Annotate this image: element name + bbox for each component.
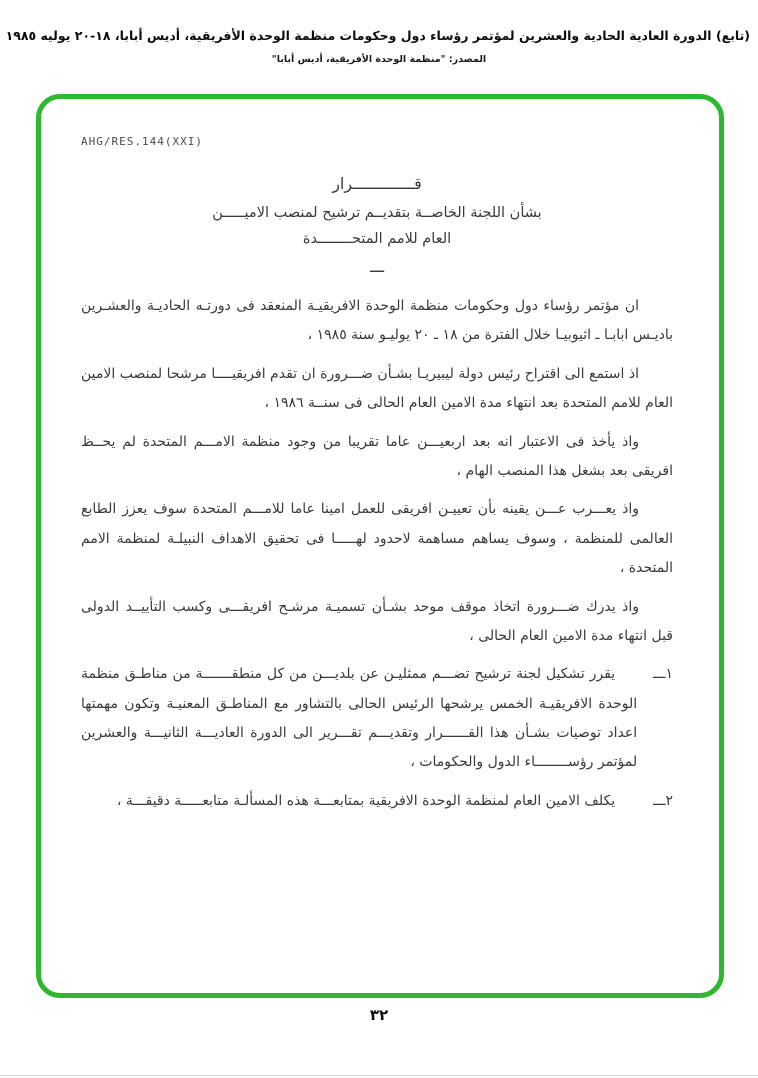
item-number: ٢ـــ (653, 792, 673, 809)
operative-item-1 (81, 660, 673, 778)
resolution-subtitle-line1: بشأن اللجنة الخاصــة بتقديــم ترشيح لمنصب الاميـــــن (212, 205, 542, 221)
resolution-title: قـــــــــــــرار (332, 174, 422, 193)
item-text: يقرر تشكيل لجنة ترشيح تضـــم ممثليـن عن بلديـــن من كل منطقـــــــة من مناطـق منظمة الوحدة الافريقيـة الخمس يرشحها الرئيس الحالى بالتشاور مع المناطـق المعنيـة وتكون مهمتها اعداد توصيات بشـأن هذا القــــــرار وتقديـــم تقـــرير الى الدورة العاديـــة الثانيـــة والعشرين لمؤتمر رؤســــــــاء الدول والحكومات ، (81, 666, 638, 771)
header-line: (تابع) الدورة العادية الحادية والعشرين لمؤتمر رؤساء دول وحكومات منظمة الوحدة الأفريقية، أديس أبابا، ١٨-٢٠ يوليه ١٩٨٥ (5, 28, 750, 43)
resolution-subtitle-line2: العام للامم المتحــــــــدة (302, 231, 452, 247)
preamble-paragraph-5: واذ يدرك ضـــرورة اتخاذ موقف موحد بشـأن تسميـة مرشـح افريقـــى وكسب التأييــد الدولى قبل انتهاء مدة الامين العام الحالى ، (81, 598, 673, 644)
item-text: يكلف الامين العام لمنظمة الوحدة الافريقية بمتابعـــة هذه المسألـة متابعـــــة دقيقـــة ، (116, 792, 616, 809)
preamble-paragraph-1: ان مؤتمر رؤساء دول وحكومات منظمة الوحدة الافريقيـة المنعقد فى دورتـه الحاديـة والعشـرين باديـس ابابـا ـ اثيوبيـا خلال الفترة من ١٨ ـ ٢٠ يوليـو سنة ١٩٨٥ ، (81, 298, 673, 344)
operative-item-2 (81, 787, 673, 816)
scan-edge-line (0, 1075, 758, 1076)
source-line: المصدر: "منظمة الوحدة الأفريقية، أديس أبابا" (271, 54, 487, 65)
page-number: ٣٢ (369, 1006, 389, 1024)
title-divider: ـــ (369, 257, 385, 276)
preamble-paragraph-3: واذ يأخذ فى الاعتبار انه بعد اربعيـــن عاما تقريبا من وجود منظمة الامـــم المتحدة لم يحــظ افريقى بعد بشغل هذا المنصب الهام ، (81, 433, 673, 479)
document-reference: AHG/RES.144(XXI) (81, 135, 203, 148)
preamble-paragraph-2: اذ استمع الى اقتراح رئيس دولة ليبيريـا بشـأن ضـــرورة ان تقدم افريقيــــا مرشحا لمنصب الامين العام للامم المتحدة بعد انتهاء مدة الامين العام الحالى فى سنــة ١٩٨٦ ، (81, 365, 673, 412)
item-number: ١ـــ (653, 666, 673, 683)
preamble-paragraph-4: واذ يعـــرب عـــن يقينه بأن تعييـن افريقى للعمل امينا عاما للامـــم المتحدة سوف يعزز الطابع العالمى للمنظمة ، وسوف يساهم مساهمة لاحدود لهـــــا فى تحقيق الاهداف النبيلـة لمنظمة الامم المتحدة ، (81, 501, 673, 577)
document-scan-frame (36, 94, 724, 998)
